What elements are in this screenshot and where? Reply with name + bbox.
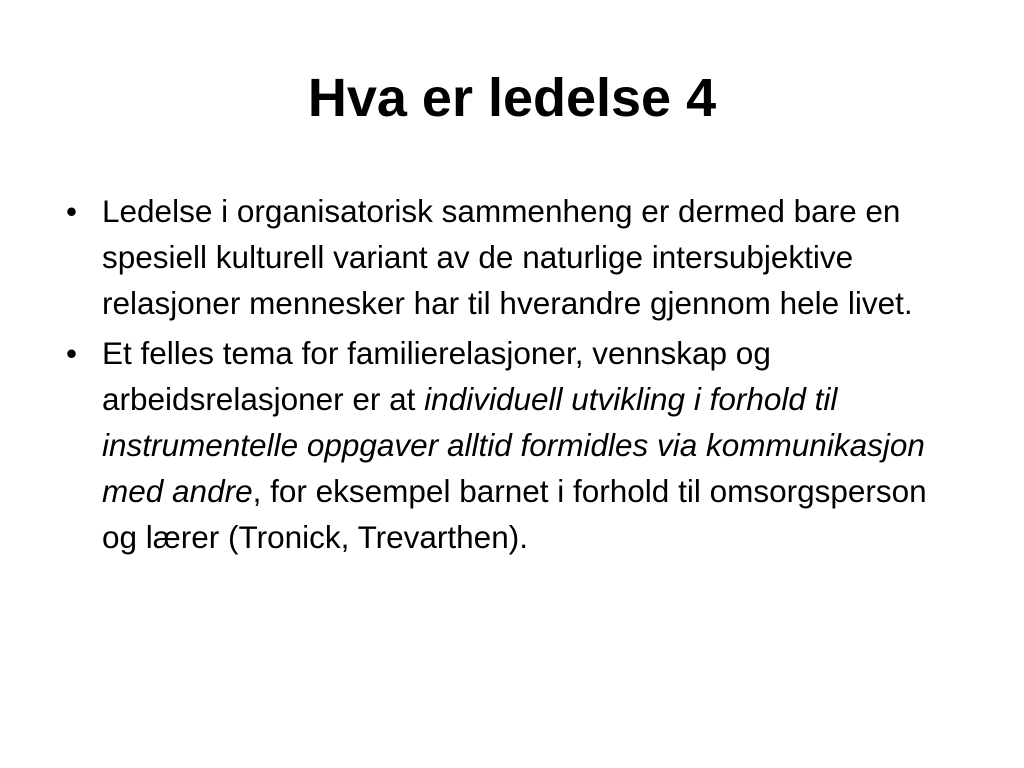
bullet-item xyxy=(56,188,956,326)
slide-title: Hva er ledelse 4 xyxy=(307,68,717,128)
bullet-text-lead: Et felles tema for familierelasjoner, vennskap og arbeidsrelasjoner er at xyxy=(102,335,771,417)
bullet-text: Ledelse i organisatorisk sammenheng er dermed bare en spesiell kulturell variant av de naturlige intersubjektive relasjoner mennesker har til hverandre gjennom hele livet. xyxy=(102,193,913,321)
bullet-icon: • xyxy=(66,335,78,371)
bullet-icon: • xyxy=(66,193,78,229)
bullet-text-emphasis: individuell utvikling i forhold til instrumentelle oppgaver alltid formidles via kommunikasjon med andre xyxy=(102,381,925,509)
bullet-text-tail: , for eksempel barnet i forhold til omsorgsperson og lærer (Tronick, Trevarthen). xyxy=(102,473,927,555)
bullet-list xyxy=(56,188,956,564)
bullet-item xyxy=(56,330,956,560)
bullet-text xyxy=(102,335,927,555)
